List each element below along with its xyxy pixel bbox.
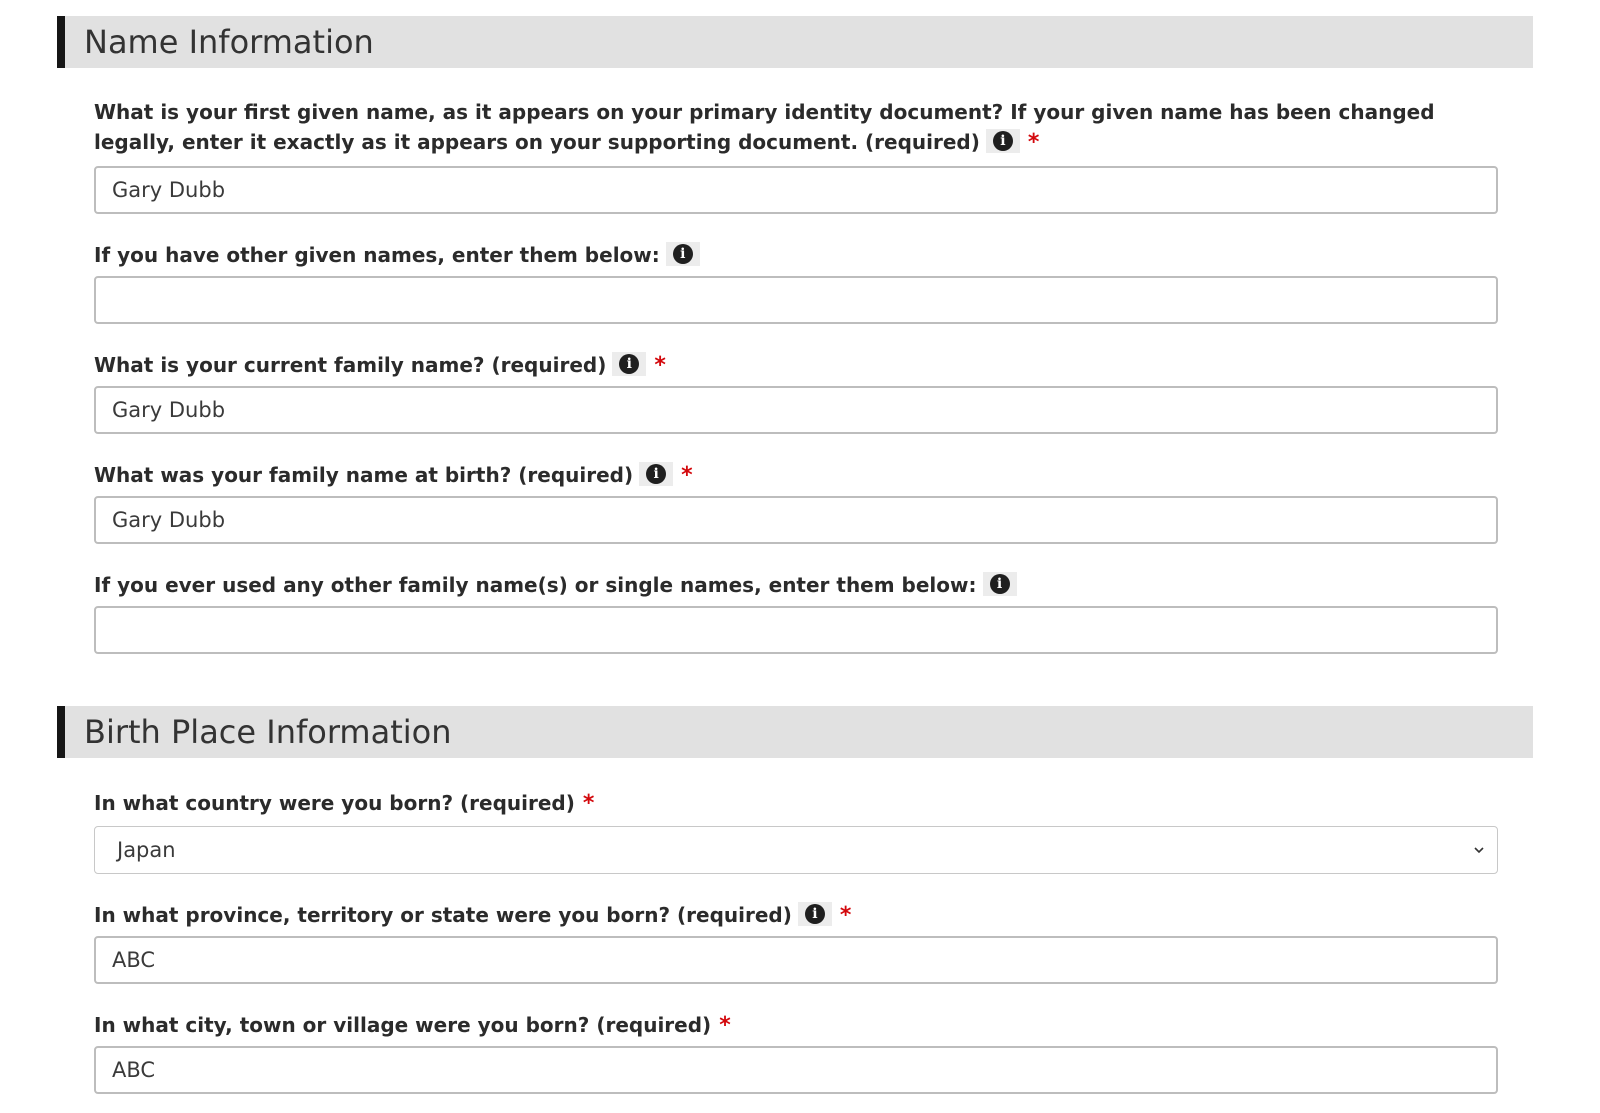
section-title: Birth Place Information [84,713,452,751]
info-button[interactable] [639,462,673,486]
info-button[interactable] [983,572,1017,596]
other-given-names-label-text: If you have other given names, enter them below: [94,243,660,267]
required-marker: * [681,463,693,488]
chevron-down-icon [1473,844,1485,856]
birth-city-input[interactable] [94,1046,1498,1094]
birth-province-label-text: In what province, territory or state were you born? (required) [94,903,792,927]
birth-country-selected-value: Japan [117,838,176,862]
current-family-name-input[interactable] [94,386,1498,434]
birth-family-name-input[interactable] [94,496,1498,544]
first-given-name-label-text: What is your first given name, as it appears on your primary identity document? If your given name has been changed legally, enter it exactly as it appears on your supporting document. (required) [94,100,1435,154]
other-given-names-input[interactable] [94,276,1498,324]
info-button[interactable] [612,352,646,376]
info-circle-icon: i [673,244,693,264]
first-given-name-input[interactable] [94,166,1498,214]
other-family-names-label-text: If you ever used any other family name(s) or single names, enter them below: [94,573,977,597]
info-circle-icon: i [805,904,825,924]
required-marker: * [654,353,666,378]
other-given-names-label [94,240,1514,270]
info-circle-icon: i [990,574,1010,594]
current-family-name-label-text: What is your current family name? (required) [94,353,607,377]
birth-family-name-label [94,460,1514,491]
info-circle-icon: i [993,131,1013,151]
birth-city-label-text: In what city, town or village were you born? (required) [94,1013,712,1037]
birth-country-label-text: In what country were you born? (required) [94,791,575,815]
birth-country-label [94,788,1514,819]
first-given-name-label [94,97,1514,158]
required-marker: * [582,791,595,816]
section-header-name-information [57,16,1533,68]
info-button[interactable] [986,129,1020,153]
info-button[interactable] [666,242,700,266]
birth-city-label [94,1010,1514,1041]
section-header-birth-place-information [57,706,1533,758]
other-family-names-input[interactable] [94,606,1498,654]
section-title: Name Information [84,23,374,61]
birth-province-label [94,900,1514,931]
info-circle-icon: i [646,464,666,484]
birth-province-input[interactable] [94,936,1498,984]
birth-family-name-label-text: What was your family name at birth? (required) [94,463,634,487]
birth-country-select[interactable] [94,826,1498,874]
info-button[interactable] [798,902,832,926]
required-marker: * [719,1013,731,1038]
info-circle-icon: i [619,354,639,374]
current-family-name-label [94,350,1514,381]
required-marker: * [839,903,852,928]
required-marker: * [1027,130,1040,155]
other-family-names-label [94,570,1514,600]
